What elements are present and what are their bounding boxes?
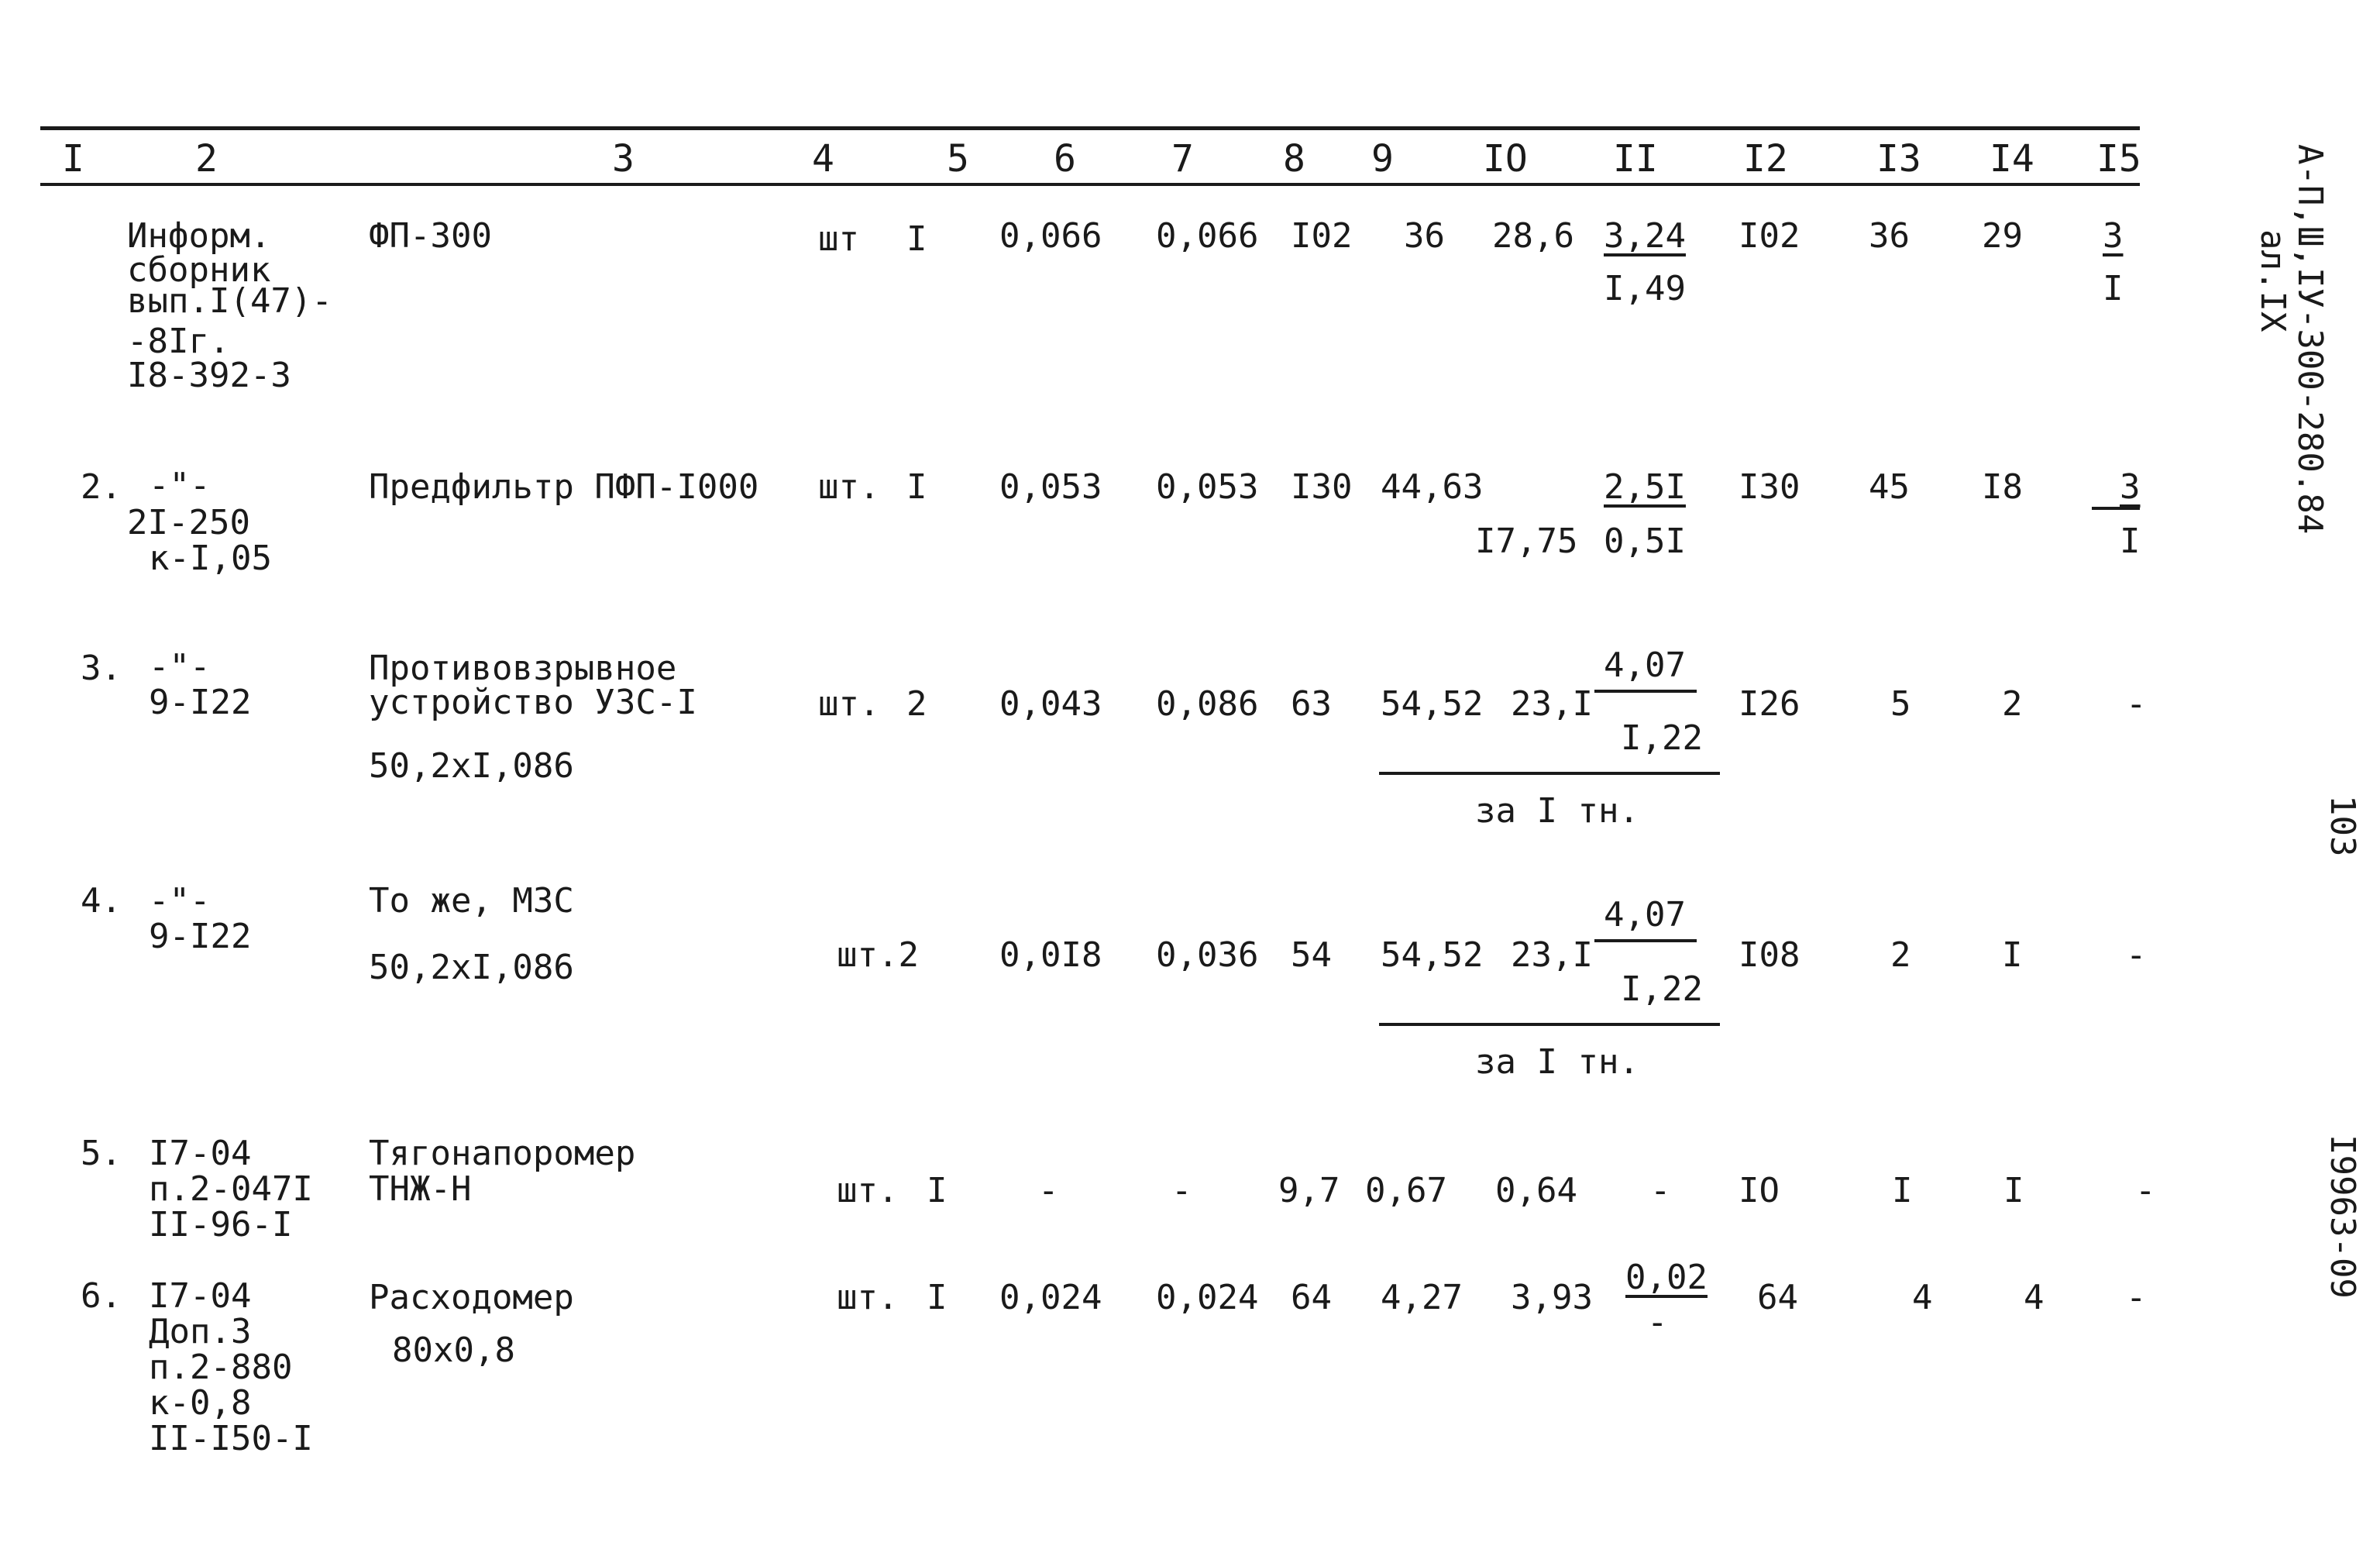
row-name: То же, МЗС	[369, 881, 574, 921]
row-col14: I	[2002, 935, 2023, 975]
row-col8: I02	[1291, 216, 1353, 256]
row-reference: 9-I22	[149, 683, 252, 722]
row-name: 80х0,8	[392, 1331, 515, 1370]
row-reference: сборник	[127, 250, 271, 290]
row-reference: -"-	[149, 881, 211, 921]
row-reference: к-I,05	[149, 539, 272, 578]
col-header-13: I3	[1876, 137, 1921, 181]
row-col6: 0,0I8	[999, 935, 1102, 975]
row-reference: II-I50-I	[149, 1419, 313, 1458]
note-rule	[1379, 1023, 1720, 1026]
row-col8: 63	[1291, 684, 1332, 724]
row-unit: шт.	[837, 1278, 899, 1317]
row-number: 4.	[81, 881, 122, 921]
row-col12: IO	[1739, 1171, 1780, 1210]
col-header-3: 3	[612, 137, 635, 181]
page-number: 103	[2323, 795, 2362, 857]
row-col8: I30	[1291, 467, 1353, 507]
row-col11-denominator: I,22	[1621, 718, 1703, 758]
row-col10: 3,93	[1511, 1278, 1593, 1317]
row-number: 3.	[81, 649, 122, 688]
row-qty: I	[906, 219, 927, 259]
row-col6: 0,053	[999, 467, 1102, 507]
row-number: 5.	[81, 1134, 122, 1173]
row-col11-numerator: 2,5I	[1604, 467, 1686, 507]
col-header-4: 4	[812, 137, 834, 181]
fraction-bar	[1594, 939, 1697, 942]
row-col13: 4	[1912, 1278, 1933, 1317]
row-name: 50,2хI,086	[369, 746, 574, 786]
row-col7: 0,053	[1156, 467, 1259, 507]
header-bottom-rule	[40, 183, 2140, 186]
row-col11-denominator: -	[1647, 1303, 1668, 1342]
row-number: 2.	[81, 467, 122, 507]
row-col12: I26	[1739, 684, 1800, 724]
row-number: 6.	[81, 1276, 122, 1316]
col-header-7: 7	[1171, 137, 1194, 181]
row-unit: шт.2	[837, 935, 919, 975]
row-col9: 54,52	[1381, 935, 1484, 975]
row-note: за I тн.	[1475, 1042, 1639, 1082]
row-col7: 0,086	[1156, 684, 1259, 724]
row-reference: вып.I(47)-	[127, 281, 332, 321]
row-col15: -	[2126, 684, 2147, 724]
row-reference: I8-392-3	[127, 356, 291, 395]
row-col10: I7,75	[1475, 522, 1578, 561]
col-header-12: I2	[1743, 137, 1788, 181]
row-col10: 23,I	[1511, 684, 1593, 724]
document-sheet: ал.IX	[2253, 229, 2292, 332]
row-col6: 0,043	[999, 684, 1102, 724]
row-col13: 5	[1890, 684, 1911, 724]
row-unit: шт.	[818, 684, 880, 724]
row-reference: п.2-880	[149, 1348, 293, 1387]
row-col13: 36	[1869, 216, 1910, 256]
note-rule	[1379, 772, 1720, 775]
row-col15: -	[2135, 1171, 2156, 1210]
col-header-6: 6	[1054, 137, 1076, 181]
row-col10: 0,64	[1495, 1171, 1577, 1210]
table-top-rule	[40, 126, 2140, 130]
col-header-8: 8	[1283, 137, 1305, 181]
row-reference: 9-I22	[149, 917, 252, 956]
row-name: Тягонапоромер	[369, 1134, 636, 1173]
row-reference: Информ.	[127, 216, 271, 256]
row-col12: 64	[1757, 1278, 1798, 1317]
row-col11: -	[1650, 1171, 1671, 1210]
row-col10: 28,6	[1492, 216, 1574, 256]
fraction-bar	[2092, 507, 2140, 510]
row-col10: 23,I	[1511, 935, 1593, 975]
row-reference: к-0,8	[149, 1383, 252, 1423]
row-unit: шт.	[837, 1171, 899, 1210]
row-col15-numerator: 3	[2120, 467, 2141, 507]
document-code: А-П,Ш,IУ-300-280.84	[2290, 144, 2330, 535]
row-reference: п.2-047I	[149, 1169, 313, 1209]
row-reference: -8Iг.	[127, 322, 230, 361]
row-col9: 0,67	[1365, 1171, 1447, 1210]
col-header-14: I4	[1990, 137, 2034, 181]
row-col7: -	[1171, 1171, 1192, 1210]
row-reference: -"-	[149, 647, 211, 687]
row-name: Расходомер	[369, 1278, 574, 1317]
row-col14: I8	[1982, 467, 2023, 507]
row-name: 50,2хI,086	[369, 948, 574, 987]
row-col7: 0,066	[1156, 216, 1259, 256]
row-col11-numerator: 4,07	[1604, 645, 1686, 685]
row-reference: 2I-250	[127, 503, 250, 542]
row-name: ТНЖ-Н	[369, 1169, 472, 1209]
row-col9: 44,63	[1381, 467, 1484, 507]
row-col15-denominator: I	[2103, 269, 2124, 308]
col-header-5: 5	[947, 137, 969, 181]
row-reference: II-96-I	[149, 1205, 293, 1244]
row-col13: 45	[1869, 467, 1910, 507]
col-header-2: 2	[195, 137, 218, 181]
col-header-11: II	[1613, 137, 1658, 181]
row-col14: 4	[2024, 1278, 2045, 1317]
row-col13: 2	[1890, 935, 1911, 975]
row-col8: 9,7	[1278, 1171, 1340, 1210]
row-col7: 0,036	[1156, 935, 1259, 975]
row-col12: I30	[1739, 467, 1800, 507]
row-reference: Доп.3	[149, 1312, 252, 1351]
row-col9: 4,27	[1381, 1278, 1463, 1317]
col-header-10: IO	[1483, 137, 1528, 181]
row-col6: -	[1038, 1171, 1059, 1210]
row-unit: шт	[818, 219, 859, 259]
row-reference: I7-04	[149, 1134, 252, 1173]
row-name: Предфильтр ПФП-I000	[369, 467, 759, 507]
row-col15: -	[2126, 935, 2147, 975]
row-col12: I02	[1739, 216, 1800, 256]
fraction-bar	[1594, 690, 1697, 693]
row-qty: I	[906, 467, 927, 507]
row-col11-numerator: 0,02	[1625, 1258, 1708, 1297]
row-col6: 0,066	[999, 216, 1102, 256]
row-col15: -	[2126, 1278, 2147, 1317]
row-name: Противовзрывное	[369, 649, 677, 688]
row-col14: I	[2003, 1171, 2024, 1210]
row-unit: шт.	[818, 467, 880, 507]
row-col11-numerator: 3,24	[1604, 216, 1686, 256]
row-col11-denominator: 0,5I	[1604, 522, 1686, 561]
row-qty: I	[927, 1278, 948, 1317]
row-name: ФП-300	[369, 216, 492, 256]
row-name: устройство УЗС-I	[369, 683, 697, 722]
row-col15-numerator: 3	[2103, 216, 2124, 256]
row-col12: I08	[1739, 935, 1800, 975]
row-col11-denominator: I,22	[1621, 969, 1703, 1009]
col-header-15: I5	[2096, 137, 2141, 181]
row-col9: 54,52	[1381, 684, 1484, 724]
drawing-number: I9963-09	[2323, 1134, 2362, 1299]
row-col8: 54	[1291, 935, 1332, 975]
row-note: за I тн.	[1475, 791, 1639, 831]
row-qty: I	[927, 1171, 948, 1210]
col-header-1: I	[62, 137, 84, 181]
row-col15-denominator: I	[2120, 522, 2141, 561]
row-col11-numerator: 4,07	[1604, 895, 1686, 935]
row-col7: 0,024	[1156, 1278, 1259, 1317]
row-qty: 2	[906, 684, 927, 724]
row-col14: 2	[2002, 684, 2023, 724]
col-header-9: 9	[1371, 137, 1394, 181]
row-reference: I7-04	[149, 1276, 252, 1316]
row-col8: 64	[1291, 1278, 1332, 1317]
row-reference: -"-	[149, 466, 211, 505]
row-col6: 0,024	[999, 1278, 1102, 1317]
row-col13: I	[1892, 1171, 1913, 1210]
row-col9: 36	[1404, 216, 1445, 256]
row-col11-denominator: I,49	[1604, 269, 1686, 308]
row-col14: 29	[1982, 216, 2023, 256]
